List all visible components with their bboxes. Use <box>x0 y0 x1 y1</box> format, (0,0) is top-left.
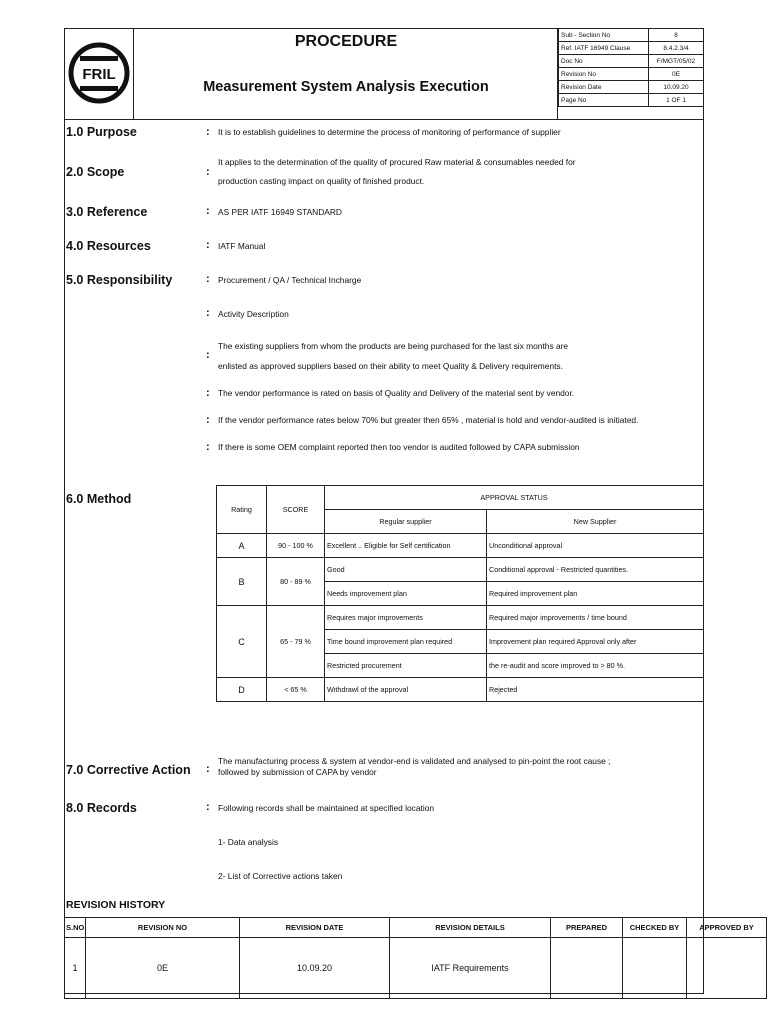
colon: : <box>206 441 210 453</box>
records-text: Following records shall be maintained at specified location <box>218 803 435 813</box>
corrective-line-1: The manufacturing process & system at vendor-end is validated and analysed to pin-point the root cause ; <box>218 756 611 766</box>
colon: : <box>206 387 210 399</box>
section-records-title: 8.0 Records <box>66 801 137 815</box>
approval-status-table <box>216 485 704 702</box>
page-title: PROCEDURE <box>294 33 398 50</box>
logo-text: FRIL <box>82 66 116 83</box>
cell-revision-no: 0E <box>86 938 240 999</box>
header-checked-by: CHECKED BY <box>623 918 687 938</box>
document-meta-table <box>558 28 704 107</box>
colon: : <box>206 307 210 319</box>
score-cell: < 65 % <box>267 678 325 702</box>
meta-value: 10.09.20 <box>649 81 704 94</box>
table-header-row <box>65 918 767 938</box>
header-revision-date: REVISION DATE <box>240 918 390 938</box>
meta-label: Revision No <box>559 68 649 81</box>
table-row <box>65 938 767 999</box>
logo-cell <box>64 28 134 119</box>
cell-revision-date: 10.09.20 <box>240 938 390 999</box>
new-cell: Required major improvements / time bound <box>487 606 704 630</box>
section-reference-title: 3.0 Reference <box>66 205 148 219</box>
meta-row <box>559 42 704 55</box>
company-logo <box>64 28 134 119</box>
new-cell: Unconditional approval <box>487 534 704 558</box>
scope-line-1: It applies to the determination of the quality of procured Raw material & consumables needed for <box>218 157 576 167</box>
header-regular-supplier: Regular supplier <box>325 510 487 534</box>
regular-cell: Withdrawl of the approval <box>325 678 487 702</box>
meta-value: 8.4.2.3/4 <box>649 42 704 55</box>
new-cell: Rejected <box>487 678 704 702</box>
meta-value: F/MGT/05/02 <box>649 55 704 68</box>
rating-cell: B <box>217 558 267 606</box>
cell-checked-by <box>623 938 687 999</box>
meta-row <box>559 29 704 42</box>
records-item-2: 2- List of Corrective actions taken <box>218 871 343 881</box>
header-sno: S.NO <box>65 918 86 938</box>
header-rating: Rating <box>217 486 267 534</box>
colon: : <box>206 414 210 426</box>
rating-cell: A <box>217 534 267 558</box>
table-row <box>217 534 704 558</box>
header-new-supplier: New Supplier <box>487 510 704 534</box>
regular-cell: Time bound improvement plan required <box>325 630 487 654</box>
colon: : <box>206 205 210 217</box>
header-prepared: PREPARED <box>551 918 623 938</box>
new-cell: Improvement plan required Approval only after <box>487 630 704 654</box>
section-purpose-title: 1.0 Purpose <box>66 125 137 139</box>
regular-cell: Needs improvement plan <box>325 582 487 606</box>
table-row <box>217 486 704 510</box>
meta-value: 1 OF 1 <box>649 94 704 107</box>
section-responsibility-title: 5.0 Responsibility <box>66 273 173 287</box>
section-corrective-title: 7.0 Corrective Action <box>66 763 191 777</box>
new-cell: the re-audit and score improved to > 80 %. <box>487 654 704 678</box>
records-item-1: 1- Data analysis <box>218 837 279 847</box>
meta-label: Sub - Section No <box>559 29 649 42</box>
regular-cell: Requires major improvements <box>325 606 487 630</box>
colon: : <box>206 763 210 775</box>
score-cell: 90 - 100 % <box>267 534 325 558</box>
corrective-line-2: followed by submission of CAPA by vendor <box>218 767 377 777</box>
table-row <box>217 678 704 702</box>
new-cell: Conditional approval - Restricted quantities. <box>487 558 704 582</box>
meta-value: 0E <box>649 68 704 81</box>
cell-prepared <box>551 938 623 999</box>
reference-text: AS PER IATF 16949 STANDARD <box>218 207 342 217</box>
meta-row <box>559 68 704 81</box>
responsibility-para-1-line-2: enlisted as approved suppliers based on their ability to meet Quality & Delivery requirements. <box>218 361 563 371</box>
meta-row <box>559 55 704 68</box>
section-resources-title: 4.0 Resources <box>66 239 151 253</box>
rating-cell: C <box>217 606 267 678</box>
meta-value: 8 <box>649 29 704 42</box>
revision-history-title: REVISION HISTORY <box>66 899 166 911</box>
responsibility-para-2: The vendor performance is rated on basis of Quality and Delivery of the material sent by vendor. <box>218 388 575 398</box>
meta-label: Ref. IATF 16949 Clause <box>559 42 649 55</box>
page-subtitle: Measurement System Analysis Execution <box>203 79 489 95</box>
header-approved-by: APPROVED BY <box>687 918 767 938</box>
regular-cell: Good <box>325 558 487 582</box>
responsibility-para-4: If there is some OEM complaint reported then too vendor is audited followed by CAPA submission <box>218 442 580 452</box>
meta-row <box>559 81 704 94</box>
section-method-title: 6.0 Method <box>66 492 132 506</box>
colon: : <box>206 239 210 251</box>
colon: : <box>206 273 210 285</box>
cell-sno: 1 <box>65 938 86 999</box>
responsibility-para-1-line-1: The existing suppliers from whom the products are being purchased for the last six months are <box>218 341 569 351</box>
meta-label: Page No <box>559 94 649 107</box>
section-scope-title: 2.0 Scope <box>66 165 125 179</box>
table-row <box>217 558 704 582</box>
header-score: SCORE <box>267 486 325 534</box>
regular-cell: Excellent .. Eligible for Self certification <box>325 534 487 558</box>
score-cell: 65 - 79 % <box>267 606 325 678</box>
resources-text: IATF Manual <box>218 241 266 251</box>
revision-history-table <box>64 917 767 999</box>
cell-revision-details: IATF Requirements <box>390 938 551 999</box>
header-divider <box>64 119 704 120</box>
rating-cell: D <box>217 678 267 702</box>
regular-cell: Restricted procurement <box>325 654 487 678</box>
colon: : <box>206 349 210 361</box>
table-row <box>217 606 704 630</box>
score-cell: 80 - 89 % <box>267 558 325 606</box>
meta-label: Doc No <box>559 55 649 68</box>
purpose-text: It is to establish guidelines to determine the process of monitoring of performance of supplier <box>218 127 561 137</box>
responsibility-para-3: If the vendor performance rates below 70% but greater then 65% , material is hold and vendor-audited is initiated. <box>218 415 639 425</box>
colon: : <box>206 801 210 813</box>
header-revision-no: REVISION NO <box>86 918 240 938</box>
meta-label: Revision Date <box>559 81 649 94</box>
header-approval-status: APPROVAL STATUS <box>325 486 704 510</box>
scope-line-2: production casting impact on quality of finished product. <box>218 176 425 186</box>
activity-description: Activity Description <box>218 309 289 319</box>
header-revision-details: REVISION DETAILS <box>390 918 551 938</box>
cell-approved-by <box>687 938 767 999</box>
responsibility-text: Procurement / QA / Technical Incharge <box>218 275 362 285</box>
colon: : <box>206 166 210 178</box>
meta-row <box>559 94 704 107</box>
colon: : <box>206 126 210 138</box>
new-cell: Required improvement plan <box>487 582 704 606</box>
